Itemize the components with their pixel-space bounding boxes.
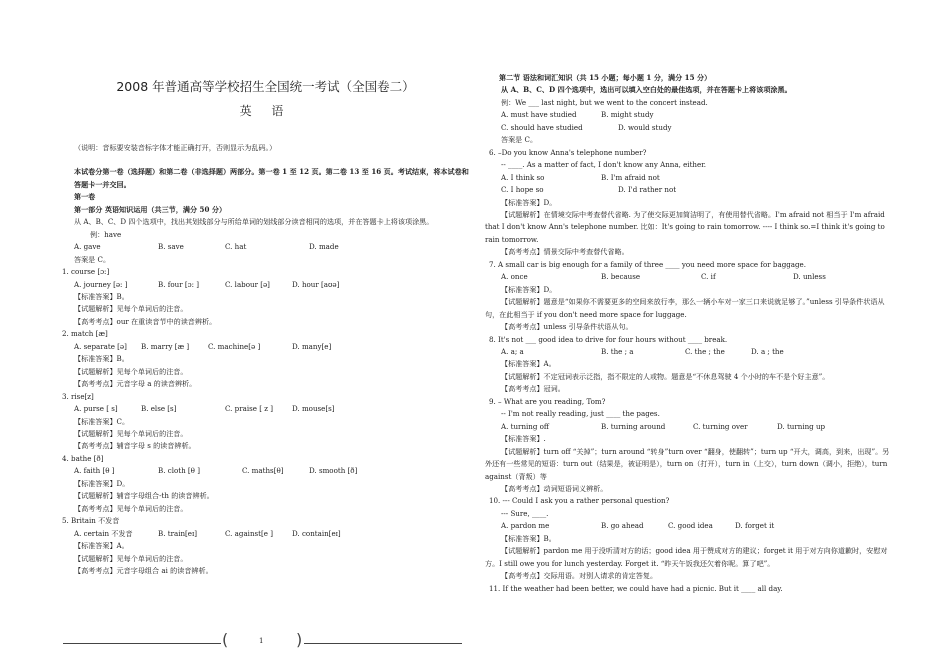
question-stem: 9. – What are you reading, Tom? bbox=[489, 396, 606, 406]
question-stem: 5. Britain 不发音 bbox=[62, 516, 120, 526]
section-2-heading: 第二节 语法和词汇知识（共 15 小题；每小题 1 分，满分 15 分） bbox=[499, 73, 712, 82]
standard-answer: 【标准答案】D。 bbox=[74, 478, 130, 488]
question-stem: 4. bathe [ð] bbox=[62, 453, 104, 463]
question-options bbox=[485, 271, 895, 283]
analysis: 【试题解析】turn off “关掉”；turn around “转身”turn over “翻身，使翻转”；turn up “开大，调高，到来，出现”。另外还有一些常见的短语：turn out（结果是，被证明是），turn on（打开），turn in（上交），turn down（调小，拒绝），turn against（背叛）等 bbox=[485, 446, 890, 481]
question-stem-2: -- ____. As a matter of fact, I don't know any Anna, either. bbox=[501, 160, 707, 170]
example-option-d: D. would study bbox=[618, 122, 672, 132]
exam-point: 【高考考点】unless 引导条件状语从句。 bbox=[501, 322, 633, 332]
question-stem-2: -- I'm not really reading, just ____ the pages. bbox=[501, 409, 660, 419]
option-c: C. the ; the bbox=[685, 346, 725, 356]
option-b: B. turning around bbox=[601, 421, 666, 431]
option-a: A. certain 不发音 bbox=[74, 528, 133, 538]
example-option-b: B. save bbox=[158, 242, 184, 252]
question-stem: 10. --- Could I ask you a rather personal question? bbox=[489, 496, 670, 506]
example-option-a: A. must have studied bbox=[501, 110, 577, 120]
exam-point: 【高考考点】交际用语。对别人请求的肯定答复。 bbox=[501, 571, 658, 581]
exam-point: 【高考考点】冠词。 bbox=[501, 384, 565, 394]
question-8 bbox=[485, 334, 895, 396]
option-b: B. marry [æ ] bbox=[141, 341, 190, 351]
example-question: 例：have bbox=[90, 229, 122, 239]
footer-rule-right bbox=[304, 643, 462, 644]
option-d: D. forget it bbox=[735, 521, 775, 531]
exam-point: 【高考考点】our 在重读音节中的读音辨析。 bbox=[74, 316, 217, 326]
standard-answer: 【标准答案】. bbox=[501, 434, 546, 444]
standard-answer: 【标准答案】D。 bbox=[501, 284, 557, 294]
question-9 bbox=[485, 396, 895, 496]
example-options-row-1 bbox=[485, 109, 895, 121]
example-option-a: A. gave bbox=[74, 242, 101, 252]
question-stem: 8. It's not ___ good idea to drive for four hours without ____ break. bbox=[489, 334, 728, 344]
standard-answer: 【标准答案】C。 bbox=[74, 416, 130, 426]
exam-intro: 本试卷分第一卷（选择题）和第二卷（非选择题）两部分。第一卷 1 至 12 页。第二卷 13 至 16 页。考试结束，将本试卷和答题卡一并交回。 bbox=[74, 167, 469, 189]
option-a: A. pardon me bbox=[501, 521, 550, 531]
example-option-b: B. might study bbox=[601, 110, 654, 120]
question-stem: 3. rise[z] bbox=[62, 391, 94, 401]
option-a: A. once bbox=[501, 272, 528, 282]
exam-point: 【高考考点】情景交际中考查替代省略。 bbox=[501, 247, 629, 257]
option-d: D. unless bbox=[793, 272, 826, 282]
option-c: C. labour [ə] bbox=[225, 279, 270, 289]
option-d: D. hour [aʊə] bbox=[292, 279, 340, 289]
exam-point: 【高考考点】元音字母 a 的读音辨析。 bbox=[74, 379, 197, 389]
standard-answer: 【标准答案】B。 bbox=[501, 533, 556, 543]
question-7 bbox=[485, 259, 895, 334]
question-options bbox=[485, 346, 895, 358]
analysis: 【试题解析】见每个单词后的注音。 bbox=[74, 304, 188, 314]
option-b: B. else [s] bbox=[141, 404, 177, 414]
question-options bbox=[485, 520, 895, 532]
option-a: A. turning off bbox=[501, 421, 549, 431]
analysis: 【试题解析】见每个单词后的注音。 bbox=[74, 366, 188, 376]
exam-title: 2008 年普通高等学校招生全国统一考试（全国卷二） bbox=[116, 79, 415, 94]
option-c: C. if bbox=[701, 272, 716, 282]
right-column bbox=[485, 72, 895, 595]
option-b: B. cloth [θ ] bbox=[158, 466, 200, 476]
analysis: 【试题解析】不定冠词表示泛指，指不限定的人或物。题意是“不休息驾驶 4 个小时的车不是个好主意”。 bbox=[501, 371, 830, 381]
question-stem-2: --- Sure, ____. bbox=[501, 508, 549, 518]
option-b: B. I'm afraid not bbox=[601, 172, 660, 182]
question-options bbox=[58, 341, 473, 353]
question-10 bbox=[485, 495, 895, 582]
question-4 bbox=[58, 453, 473, 515]
footer-brace-right: ) bbox=[296, 630, 303, 649]
option-b: B. four [ɔ: ] bbox=[158, 279, 199, 289]
question-stem: 2. match [æ] bbox=[62, 329, 108, 339]
options-row-2 bbox=[485, 184, 895, 196]
analysis: 【试题解析】见每个单词后的注音。 bbox=[74, 428, 188, 438]
option-a: A. separate [ə] bbox=[74, 341, 127, 351]
example-options-row-2 bbox=[485, 122, 895, 134]
option-b: B. because bbox=[601, 272, 641, 282]
question-stem: 11. If the weather had been better, we could have had a picnic. But it ____ all day. bbox=[489, 583, 783, 593]
option-d: D. I'd rather not bbox=[618, 185, 677, 195]
exam-point: 【高考考点】辅音字母 s 的读音辨析。 bbox=[74, 441, 196, 451]
option-d: D. contain[eɪ] bbox=[292, 528, 341, 538]
option-c: C. I hope so bbox=[501, 185, 544, 195]
example-option-c: C. hat bbox=[225, 242, 247, 252]
question-options bbox=[58, 528, 473, 540]
example-question: 例：We ___ last night, but we went to the concert instead. bbox=[501, 97, 708, 107]
option-a: A. journey [ə: ] bbox=[74, 279, 128, 289]
subject-title: 英 语 bbox=[239, 104, 292, 118]
analysis: 【试题解析】在情境交际中考查替代省略. 为了使交际更加简洁明了，有使用替代省略。I'm afraid not 相当于 I'm afraid that I don't know Ann's telephone number. 比如：It's going to rain tomorrow. ---- I think so.=I think it's going to rain tomorrow. bbox=[485, 209, 885, 244]
standard-answer: 【标准答案】A。 bbox=[74, 541, 129, 551]
option-c: C. turning over bbox=[693, 421, 748, 431]
exam-point: 【高考考点】元音字母组合 ai 的读音辨析。 bbox=[74, 565, 213, 575]
question-2 bbox=[58, 328, 473, 390]
standard-answer: 【标准答案】A。 bbox=[501, 359, 556, 369]
example-option-c: C. should have studied bbox=[501, 122, 583, 132]
exam-point: 【高考考点】见每个单词后的注音。 bbox=[74, 503, 188, 513]
option-a: A. I think so bbox=[501, 172, 545, 182]
options-row-1 bbox=[485, 172, 895, 184]
option-d: D. mouse[s] bbox=[292, 404, 335, 414]
example-option-d: D. made bbox=[309, 242, 339, 252]
font-note: （说明：音标要安装音标字体才能正确打开，否则显示为乱码。） bbox=[74, 143, 277, 152]
question-6 bbox=[485, 147, 895, 259]
option-c: C. against[e ] bbox=[225, 528, 274, 538]
analysis: 【试题解析】辅音字母组合-th 的读音辨析。 bbox=[74, 491, 214, 501]
left-column bbox=[58, 78, 473, 577]
analysis: 【试题解析】见每个单词后的注音。 bbox=[74, 553, 188, 563]
question-3 bbox=[58, 391, 473, 453]
option-a: A. faith [θ ] bbox=[74, 466, 115, 476]
section-2-instruction: 从 A、B、C、D 四个选项中，选出可以填入空白处的最佳选项，并在答题卡上将该项涂黑。 bbox=[501, 85, 792, 95]
question-options bbox=[58, 403, 473, 415]
exam-point: 【高考考点】动词短语词义辨析。 bbox=[501, 483, 608, 493]
question-5 bbox=[58, 515, 473, 577]
question-options bbox=[485, 421, 895, 433]
footer-brace-left: ( bbox=[222, 630, 229, 649]
example-options bbox=[58, 241, 473, 253]
option-b: B. train[eɪ] bbox=[158, 528, 198, 538]
question-stem: 1. course [ɔ:] bbox=[62, 267, 110, 277]
option-c: C. praise [ z ] bbox=[225, 404, 273, 414]
volume-1-heading: 第一卷 bbox=[74, 192, 96, 202]
page-number: 1 bbox=[259, 637, 264, 645]
question-11 bbox=[485, 583, 895, 595]
option-c: C. good idea bbox=[668, 521, 713, 531]
question-stem: 7. A small car is big enough for a family of three ____ you need more space for baggage. bbox=[489, 259, 806, 269]
option-c: C. machine[ə ] bbox=[208, 341, 261, 351]
question-options bbox=[58, 279, 473, 291]
option-b: B. the ; a bbox=[601, 346, 634, 356]
part-1-instruction: 从 A、B、C、D 四个选项中，找出其划线部分与所给单词的划线部分读音相同的选项，并在答题卡上将该项涂黑。 bbox=[74, 217, 434, 227]
option-d: D. many[e] bbox=[292, 341, 332, 351]
example-answer: 答案是 C。 bbox=[501, 135, 538, 145]
standard-answer: 【标准答案】B。 bbox=[74, 354, 129, 364]
question-1 bbox=[58, 266, 473, 328]
option-c: C. maths[θ] bbox=[242, 466, 284, 476]
analysis: 【试题解析】题意是“如果你不需要更多的空间来放行李，那么一辆小车对一家三口来说就足够了。”unless 引导条件状语从句，在此相当于 if you don't need more space for luggage. bbox=[485, 297, 885, 319]
question-options bbox=[58, 465, 473, 477]
standard-answer: 【标准答案】D。 bbox=[501, 197, 557, 207]
analysis: 【试题解析】pardon me 用于没听清对方的话；good idea 用于赞成对方的建议；forget it 用于对方向你道歉时，安慰对方。I still owe you for lunch yesterday. Forget it. “昨天午饭我还欠着你呢。算了吧”。 bbox=[485, 546, 888, 568]
option-d: D. smooth [ð] bbox=[309, 466, 358, 476]
question-stem: 6. –Do you know Anna's telephone number? bbox=[489, 147, 647, 157]
footer-rule-left bbox=[63, 643, 221, 644]
standard-answer: 【标准答案】B。 bbox=[74, 291, 129, 301]
example-answer: 答案是 C。 bbox=[74, 254, 111, 264]
option-a: A. a; a bbox=[501, 346, 524, 356]
option-b: B. go ahead bbox=[601, 521, 644, 531]
option-d: D. turning up bbox=[777, 421, 826, 431]
option-a: A. purse [ s] bbox=[74, 404, 118, 414]
part-1-heading: 第一部分 英语知识运用（共三节，满分 50 分） bbox=[74, 204, 227, 214]
option-d: D. a ; the bbox=[751, 346, 784, 356]
